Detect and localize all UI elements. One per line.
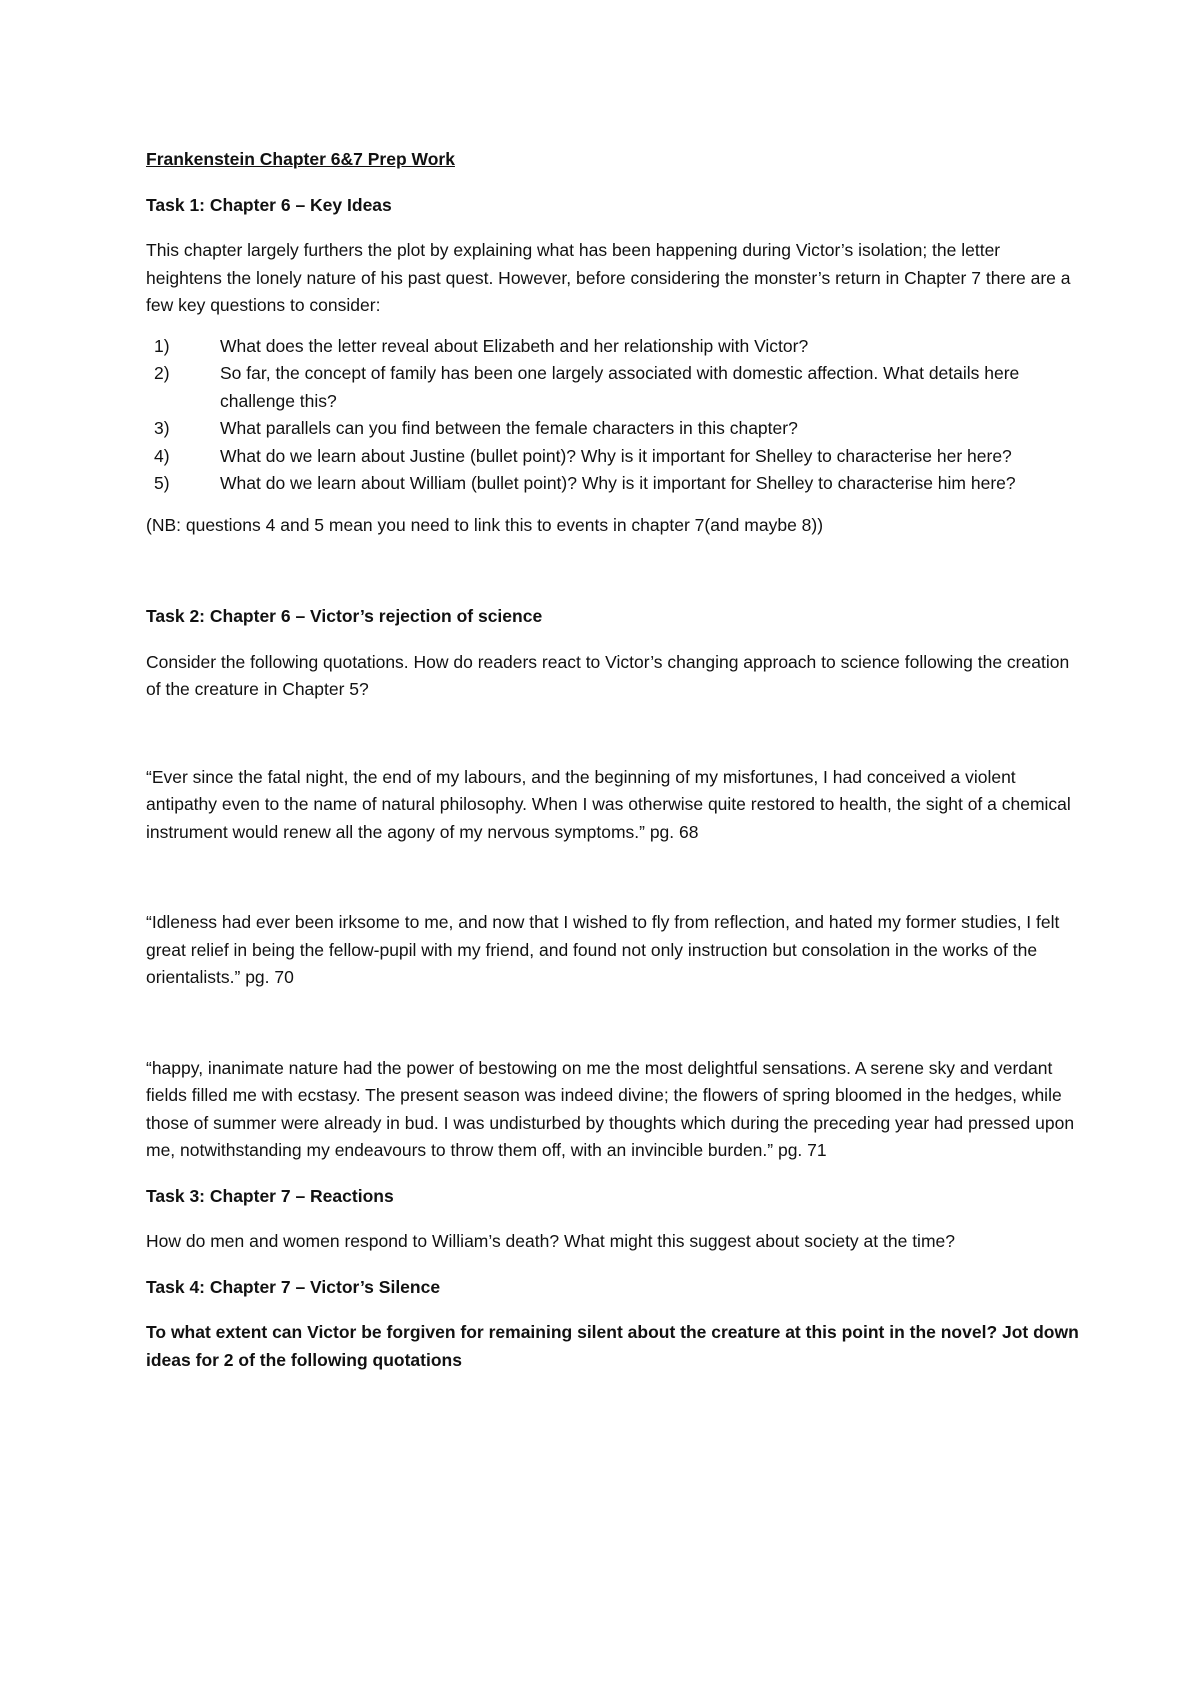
task-2-heading: Task 2: Chapter 6 – Victor’s rejection of science [146,606,543,626]
task-4-heading: Task 4: Chapter 7 – Victor’s Silence [146,1276,441,1297]
task-2-intro: Consider the following quotations. How do readers react to Victor’s changing approach to science following the creation of the creature in Chapter 5? [146,651,1070,699]
question-number: 3) [154,418,170,438]
task-1-note: (NB: questions 4 and 5 mean you need to link this to events in chapter 7(and maybe 8)) [146,514,824,535]
task-4-section [146,1274,1080,1375]
quotation: “Idleness had ever been irksome to me, and now that I wished to fly from reflection, and hated my former studies, I felt great relief in being the fellow-pupil with my friend, and found not only instruction but consolation in the works of the orientalists.” pg. 70 [146,912,1060,987]
task-3-text: How do men and women respond to William’s death? What might this suggest about society at the time? [146,1231,955,1251]
task-1-intro: This chapter largely furthers the plot by explaining what has been happening during Victor’s isolation; the letter heightens the lonely nature of his past quest. However, before considering the monster’s return in Chapter 7 there are a few key questions to consider: [146,240,1071,315]
question-item [146,443,1080,471]
question-item [146,360,1080,415]
question-text: What do we learn about William (bullet point)? Why is it important for Shelley to characterise him here? [220,473,1016,493]
question-number: 2) [154,363,170,383]
task-2-section [146,603,1080,1165]
quotation: “Ever since the fatal night, the end of my labours, and the beginning of my misfortunes, I had conceived a violent antipathy even to the name of natural philosophy. When I was otherwise quite restored to health, the sight of a chemical instrument would renew all the agony of my nervous symptoms.” pg. 68 [146,766,1071,842]
task-3-heading: Task 3: Chapter 7 – Reactions [146,1185,394,1206]
task-4-text: To what extent can Victor be forgiven for remaining silent about the creature at this point in the novel? Jot down ideas for 2 of the following quotations [146,1322,1079,1370]
question-item [146,333,1080,361]
question-text: What does the letter reveal about Elizabeth and her relationship with Victor? [220,335,809,356]
question-item [146,415,1080,443]
question-text: What do we learn about Justine (bullet point)? Why is it important for Shelley to characterise her here? [220,445,1012,466]
task-3-section [146,1183,1080,1256]
task-1-questions [146,333,1080,498]
document-title: Frankenstein Chapter 6&7 Prep Work [146,149,455,169]
question-text: So far, the concept of family has been one largely associated with domestic affection. What details here challenge this? [220,363,1020,411]
question-number: 1) [154,335,170,356]
quotation: “happy, inanimate nature had the power of bestowing on me the most delightful sensations. A serene sky and verdant fields filled me with ecstasy. The present season was indeed divine; the flowers of spring bloomed in the hedges, while those of summer were already in bud. I was undisturbed by thoughts which during the preceding year had pressed upon me, notwithstanding my endeavours to throw them off, with an invincible burden.” pg. 71 [146,1057,1075,1160]
question-text: What parallels can you find between the female characters in this chapter? [220,418,798,438]
task-1-heading: Task 1: Chapter 6 – Key Ideas [146,194,392,215]
question-number: 4) [154,445,170,466]
question-number: 5) [154,473,170,493]
task-1-section [146,192,1080,540]
question-item [146,470,1080,498]
